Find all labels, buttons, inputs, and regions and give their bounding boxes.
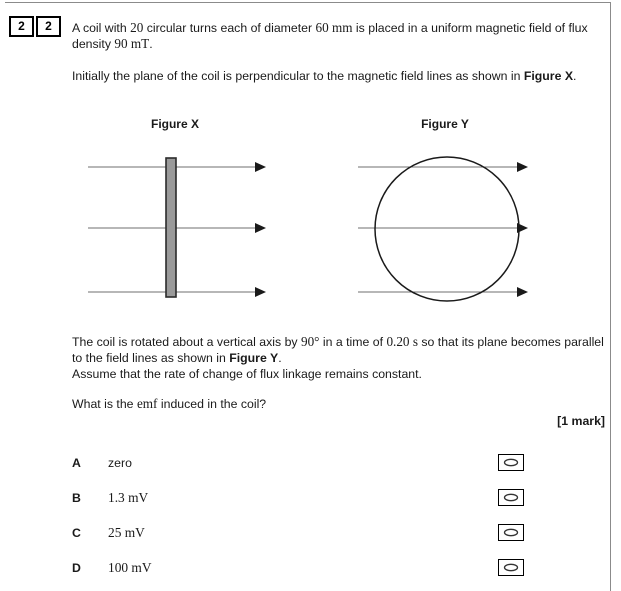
p1-value-flux-density: 90 mT [114,36,150,51]
option-b-checkbox[interactable] [498,489,524,506]
option-a-letter: A [72,456,81,470]
p3-value-angle: 90° [300,334,320,349]
figure-x-caption: Figure X [150,117,199,131]
question-paragraph-2 [72,68,607,84]
p2-figure-x-reference: Figure X [523,69,574,83]
figure-y-coil-circle [375,157,519,301]
option-a-label: zero [108,456,132,470]
figure-y-diagram [350,148,540,308]
oval-checkbox-icon [499,490,523,505]
oval-checkbox-icon [499,525,523,540]
p3-text-a: The coil is rotated about a vertical axis by [72,335,301,349]
p1-text-c: is placed in a uniform magnetic field of flux density [72,21,588,51]
p4-text-b: induced in the coil? [157,397,267,411]
figure-y-caption: Figure Y [421,117,469,131]
question-paragraph-3 [72,334,607,382]
option-c-label: 25 mV [108,525,145,540]
p1-text-a: A coil with [72,21,131,35]
option-a-checkbox[interactable] [498,454,524,471]
p1-value-turns: 20 [130,20,144,35]
question-prompt [72,396,607,412]
option-b-label: 1.3 mV [108,490,149,505]
option-b-letter: B [72,491,81,505]
p1-text-d: . [149,37,153,51]
question-paragraph-1 [72,20,607,52]
figure-y-svg [350,148,540,308]
option-d-checkbox[interactable] [498,559,524,576]
page-top-rule [5,2,611,3]
marks-label: [1 mark] [557,414,605,428]
p1-text-b: circular turns each of diameter [143,21,316,35]
option-d-letter: D [72,561,81,575]
oval-checkbox-icon [499,455,523,470]
p3-value-time: 0.20 s [386,334,418,349]
answer-option-b[interactable] [0,491,621,517]
figure-x-coil-edge [166,158,176,297]
question-number [9,16,63,37]
p3-text-c: so that its plane becomes parallel to the field lines as shown in [72,335,604,365]
figure-x-svg [80,148,280,308]
p4-text-a: What is the [72,397,137,411]
answer-option-a[interactable] [0,456,621,482]
option-d-label: 100 mV [108,560,152,575]
p3-text-b: in a time of [319,335,387,349]
p2-text-a: Initially the plane of the coil is perpendicular to the magnetic field lines as shown in [72,69,524,83]
question-number-digit-1: 2 [9,16,34,37]
figure-x-diagram [80,148,280,308]
p3-text-d: . [278,351,282,365]
p4-term-emf: emf [136,396,158,411]
p3-figure-y-reference: Figure Y [229,351,279,365]
figure-y-field-lines [358,167,517,292]
figure-x-arrowheads [255,162,266,297]
option-c-letter: C [72,526,81,540]
p3-assumption-line: Assume that the rate of change of flux linkage remains constant. [72,367,422,381]
question-number-digit-2: 2 [36,16,61,37]
p2-text-b: . [573,69,577,83]
oval-checkbox-icon [499,560,523,575]
option-c-checkbox[interactable] [498,524,524,541]
p1-value-diameter: 60 mm [315,20,353,35]
answer-option-c[interactable] [0,526,621,552]
answer-option-d[interactable] [0,561,621,587]
